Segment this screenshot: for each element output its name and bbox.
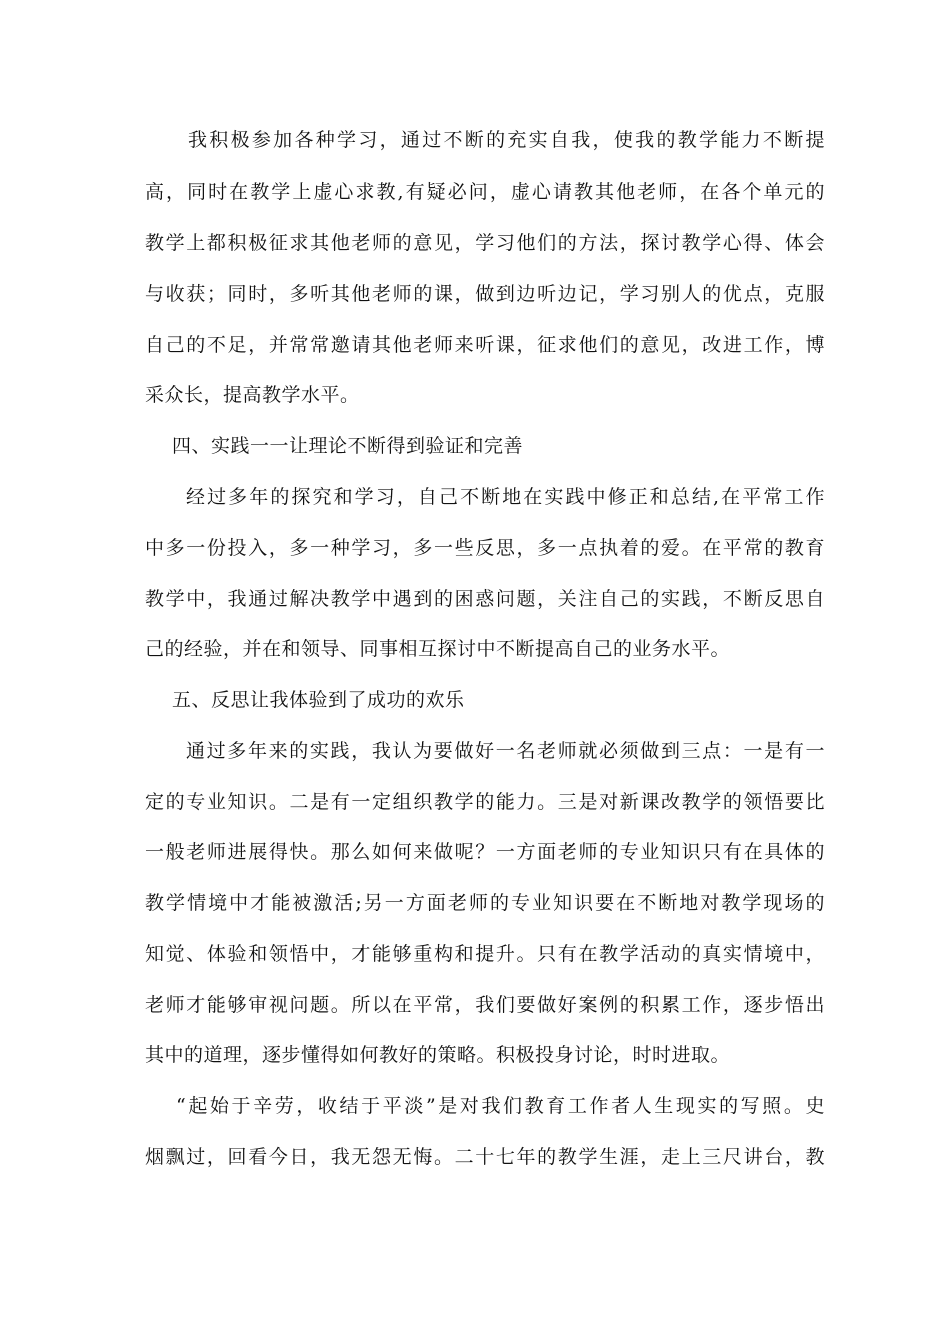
paragraph-2-line-1: 经过多年的探究和学习，自己不断地在实践中修正和总结,在平常工作 (186, 486, 825, 508)
paragraph-3-line-1: 通过多年来的实践，我认为要做好一名老师就必须做到三点：一是有一 (186, 740, 825, 762)
paragraph-2-line-4: 己的经验，并在和领导、同事相互探讨中不断提高自己的业务水平。 (145, 638, 731, 660)
paragraph-3-line-4: 教学情境中才能被激活;另一方面老师的专业知识要在不断地对教学现场的 (145, 892, 825, 914)
paragraph-4-line-2: 烟飘过，回看今日，我无怨无悔。二十七年的教学生涯，走上三尺讲台，教 (145, 1146, 825, 1168)
paragraph-3-line-6: 老师才能够审视问题。所以在平常，我们要做好案例的积累工作，逐步悟出 (145, 994, 825, 1016)
paragraph-1-line-6: 采众长，提高教学水平。 (145, 384, 360, 406)
paragraph-3-line-5: 知觉、体验和领悟中，才能够重构和提升。只有在教学活动的真实情境中， (145, 943, 825, 965)
paragraph-1-line-4: 与收获；同时，多听其他老师的课，做到边听边记，学习别人的优点，克服 (145, 283, 825, 305)
paragraph-1-line-5: 自己的不足，并常常邀请其他老师来听课，征求他们的意见，改进工作，博 (145, 334, 825, 356)
paragraph-2-line-3: 教学中，我通过解决教学中遇到的困惑问题，关注自己的实践，不断反思自 (145, 588, 825, 610)
paragraph-3-line-2: 定的专业知识。二是有一定组织教学的能力。三是对新课改教学的领悟要比 (145, 791, 825, 813)
paragraph-1-line-1: 我积极参加各种学习，通过不断的充实自我，使我的教学能力不断提 (188, 129, 825, 151)
section-heading-5: 五、反思让我体验到了成功的欢乐 (172, 689, 465, 711)
section-heading-4: 四、实践一一让理论不断得到验证和完善 (172, 435, 524, 457)
paragraph-3-line-3: 一般老师进展得快。那么如何来做呢？一方面老师的专业知识只有在具体的 (145, 841, 825, 863)
paragraph-1-line-3: 教学上都积极征求其他老师的意见，学习他们的方法，探讨教学心得、体会 (145, 232, 825, 254)
paragraph-2-line-2: 中多一份投入，多一种学习，多一些反思，多一点执着的爱。在平常的教育 (145, 537, 825, 559)
paragraph-1-line-2: 高，同时在教学上虚心求教,有疑必问，虚心请教其他老师，在各个单元的 (145, 181, 825, 203)
paragraph-4-line-1: “起始于辛劳，收结于平淡”是对我们教育工作者人生现实的写照。史 (176, 1095, 825, 1117)
paragraph-3-line-7: 其中的道理，逐步懂得如何教好的策略。积极投身讨论，时时进取。 (145, 1044, 731, 1066)
